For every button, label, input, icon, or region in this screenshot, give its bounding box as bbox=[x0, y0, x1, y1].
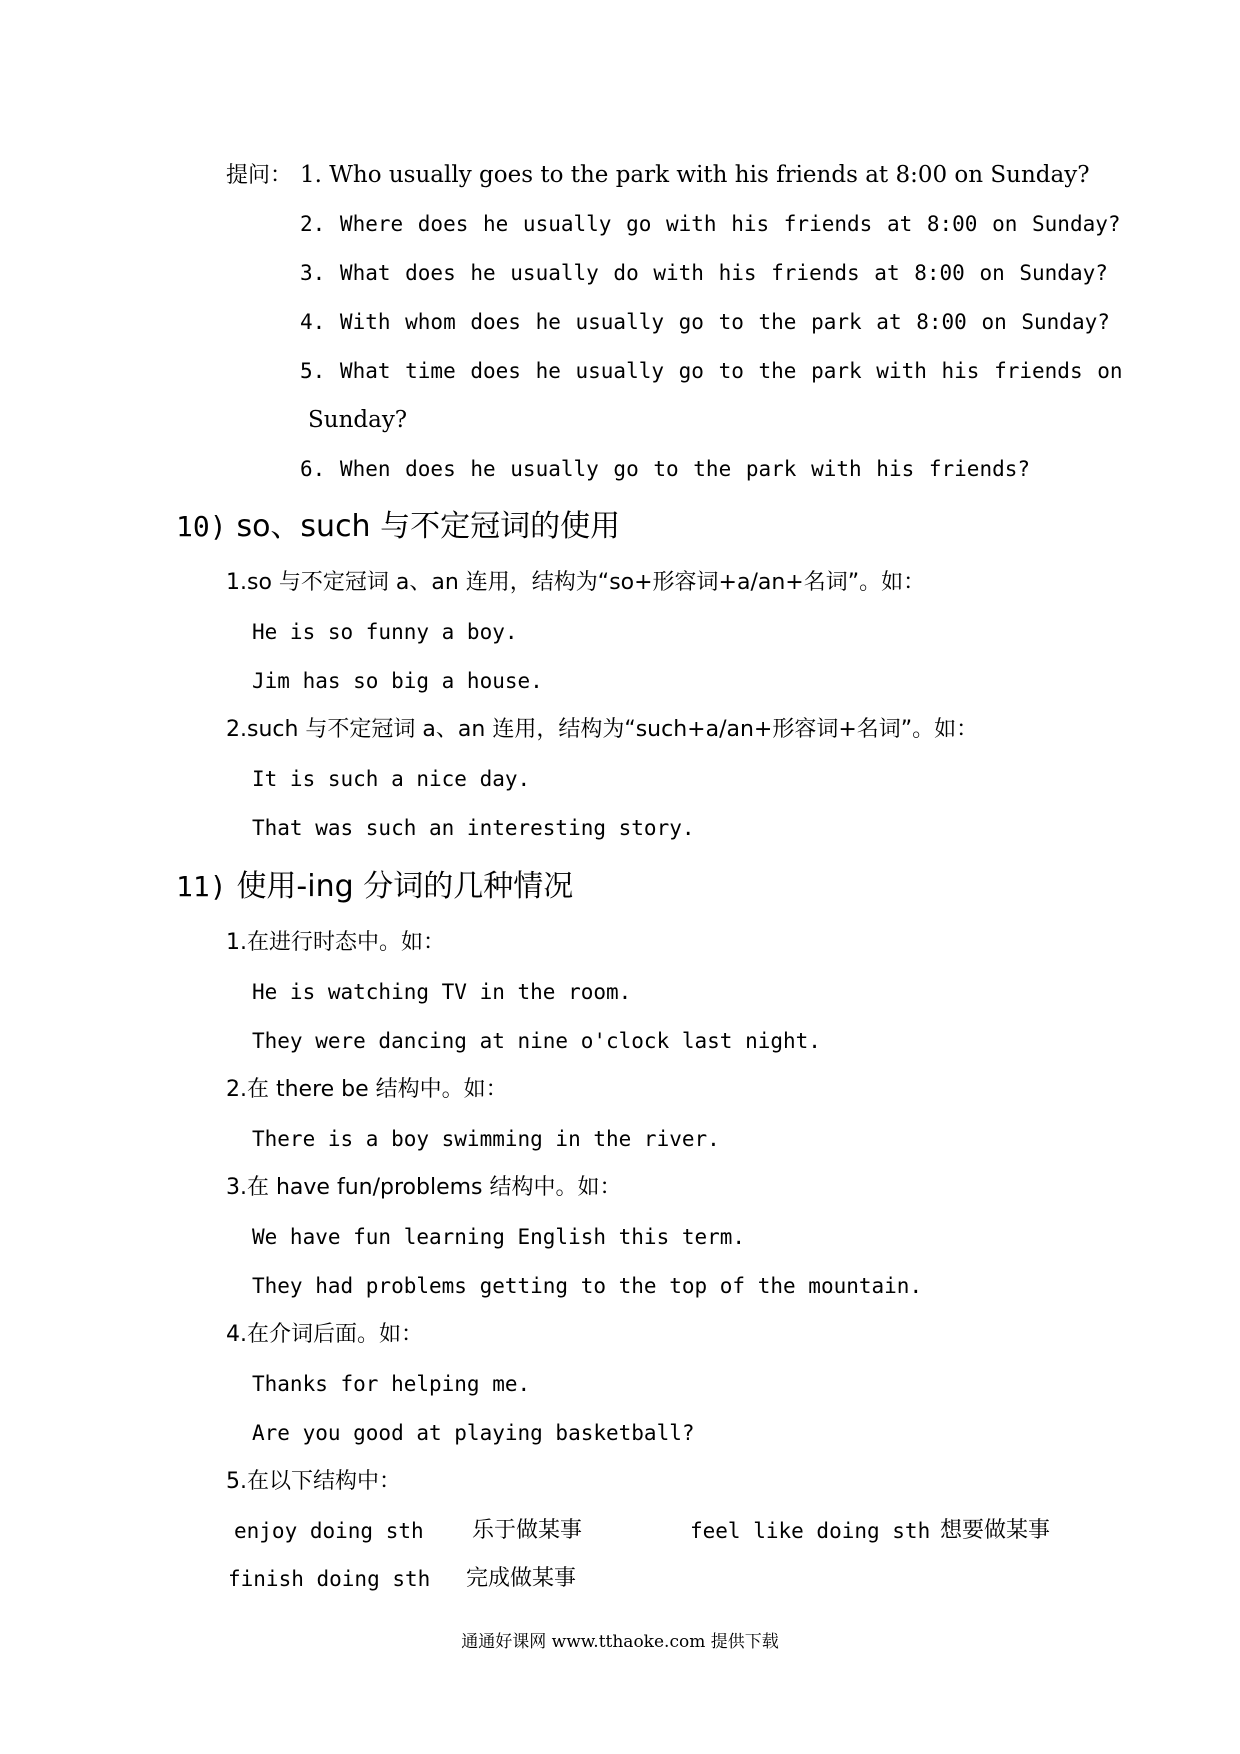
section-11-example-7: Are you good at playing basketball? bbox=[252, 1421, 695, 1445]
question-6: 6. When does he usually go to the park with his friends? bbox=[300, 457, 1031, 481]
question-3: 3. What does he usually do with his friends at 8:00 on Sunday? bbox=[300, 261, 1108, 285]
section-11-rule-5: 5.在以下结构中： bbox=[226, 1469, 401, 1494]
question-5: 5. What time does he usually go to the park with his friends on bbox=[300, 359, 1123, 383]
phrase-3-en: finish doing sth bbox=[228, 1567, 431, 1591]
section-11-rule-4: 4.在介词后面。如： bbox=[226, 1322, 423, 1347]
section-10-rule-1: 1.so 与不定冠词 a、an 连用，结构为“so+形容词+a/an+名词”。如： bbox=[226, 570, 926, 595]
questions-prefix bbox=[226, 160, 292, 191]
section-10-title: so、such 与不定冠词的使用 bbox=[236, 509, 621, 544]
section-10-example-1: He is so funny a boy. bbox=[252, 620, 518, 644]
section-11-example-5: They had problems getting to the top of the mountain. bbox=[252, 1274, 923, 1298]
section-11-rule-2: 2.在 there be 结构中。如： bbox=[226, 1077, 508, 1102]
section-11-example-1: He is watching TV in the room. bbox=[252, 980, 632, 1004]
page-footer: 通通好课网 www.tthaoke.com 提供下载 bbox=[461, 1632, 779, 1652]
section-11-heading bbox=[176, 866, 573, 907]
phrase-3-cn: 完成做某事 bbox=[466, 1566, 577, 1591]
section-10-rule-2: 2.such 与不定冠词 a、an 连用，结构为“such+a/an+形容词+名词”。如： bbox=[226, 717, 979, 742]
phrase-1-en: enjoy doing sth bbox=[234, 1519, 424, 1543]
question-5-continued: Sunday? bbox=[308, 407, 408, 433]
section-11-number: 11) bbox=[176, 870, 227, 903]
section-11-rule-1: 1.在进行时态中。如： bbox=[226, 930, 445, 955]
section-11-rule-3: 3.在 have fun/problems 结构中。如： bbox=[226, 1175, 622, 1200]
section-11-example-6: Thanks for helping me. bbox=[252, 1372, 531, 1396]
section-10-example-3: It is such a nice day. bbox=[252, 767, 531, 791]
section-10-number: 10) bbox=[176, 510, 227, 543]
section-11-example-4: We have fun learning English this term. bbox=[252, 1225, 746, 1249]
section-11-title: 使用-ing 分词的几种情况 bbox=[236, 869, 574, 904]
section-11-example-2: They were dancing at nine o'clock last night. bbox=[252, 1029, 821, 1053]
question-1: 1. Who usually goes to the park with his friends at 8:00 on Sunday? bbox=[300, 162, 1090, 188]
phrase-2-cn: 想要做某事 bbox=[940, 1518, 1051, 1543]
question-2: 2. Where does he usually go with his friends at 8:00 on Sunday? bbox=[300, 212, 1121, 236]
question-4: 4. With whom does he usually go to the park at 8:00 on Sunday? bbox=[300, 310, 1110, 334]
section-10-example-2: Jim has so big a house. bbox=[252, 669, 543, 693]
section-10-heading bbox=[176, 506, 620, 547]
questions-prefix-label: 提问： bbox=[226, 163, 293, 188]
section-11-example-3: There is a boy swimming in the river. bbox=[252, 1127, 720, 1151]
section-10-example-4: That was such an interesting story. bbox=[252, 816, 695, 840]
phrase-2-en: feel like doing sth bbox=[690, 1519, 931, 1543]
phrase-1-cn: 乐于做某事 bbox=[472, 1518, 583, 1543]
